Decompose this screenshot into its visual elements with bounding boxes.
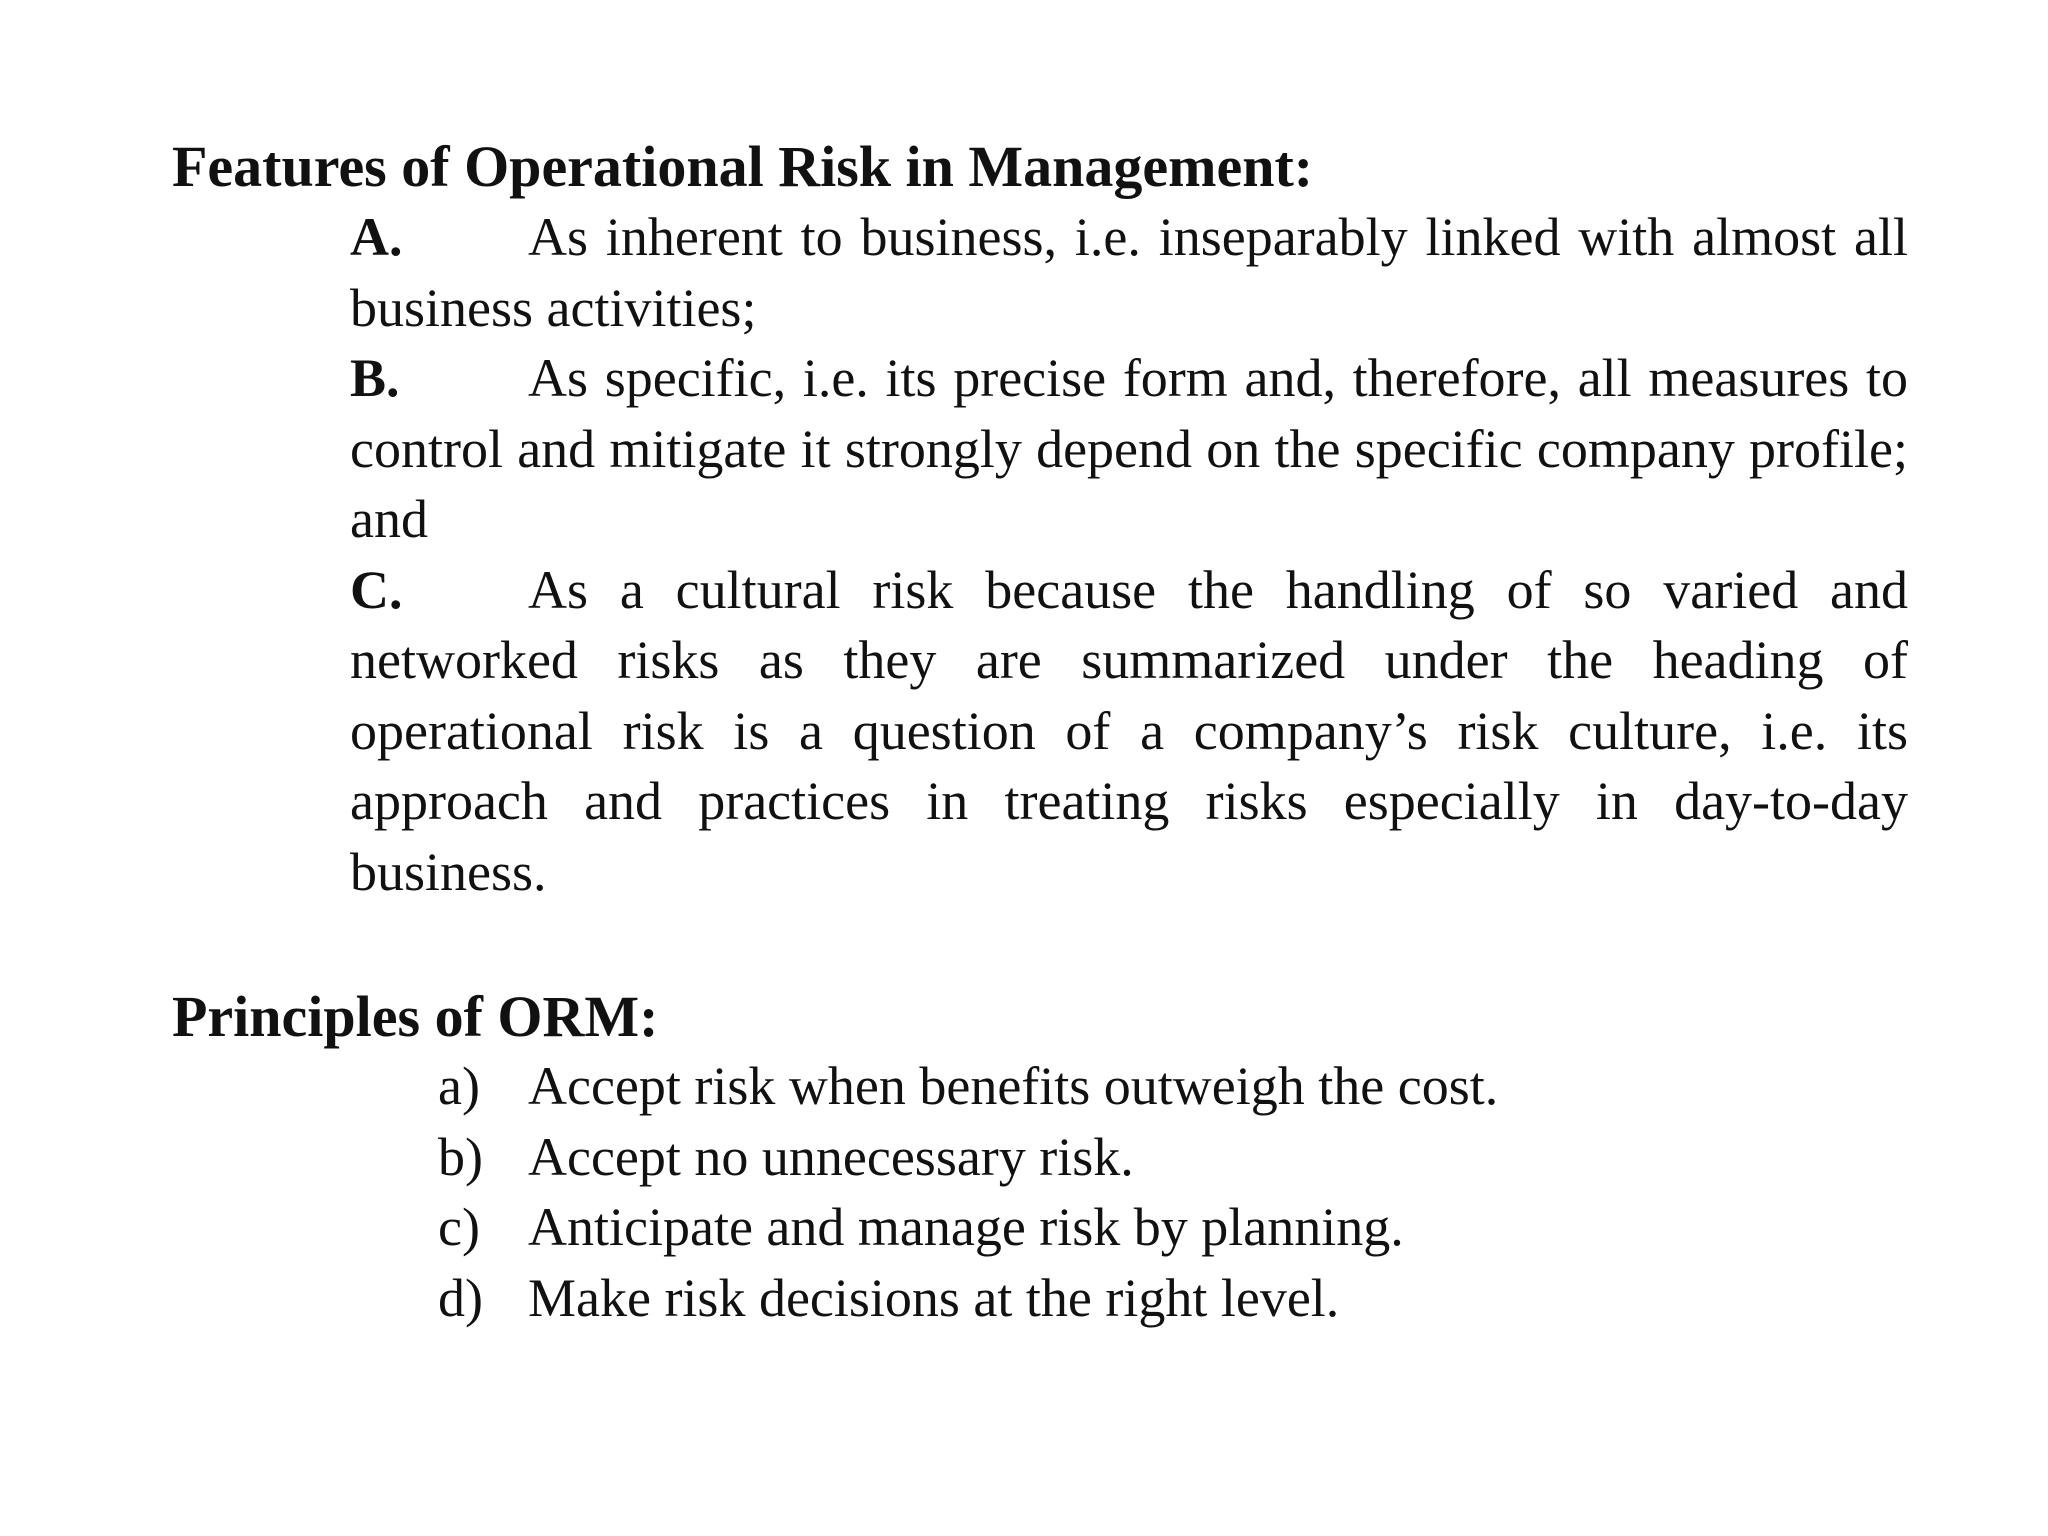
principle-marker: a) — [438, 1056, 480, 1116]
principle-item-b — [438, 1122, 1498, 1193]
principle-item-a — [438, 1051, 1498, 1122]
features-heading: Features of Operational Risk in Management: — [172, 134, 1314, 199]
feature-text: As specific, i.e. its precise form and, therefore, all measures to control and mitigate it strongly depend on the specific company profile; and — [350, 348, 1908, 549]
principle-text: Anticipate and manage risk by planning. — [528, 1197, 1404, 1257]
principles-list — [438, 1051, 1498, 1333]
principle-marker: d) — [438, 1267, 483, 1328]
feature-marker: C. — [350, 559, 403, 620]
features-list — [350, 202, 1908, 907]
feature-item-a — [350, 202, 1908, 343]
principle-marker: b) — [438, 1126, 483, 1187]
principle-marker: c) — [438, 1197, 480, 1257]
feature-item-b — [350, 343, 1908, 555]
principle-text: Accept no unnecessary risk. — [528, 1126, 1134, 1187]
feature-marker: A. — [350, 207, 403, 267]
feature-marker: B. — [350, 348, 400, 408]
feature-text: As inherent to business, i.e. inseparably linked with almost all business activities; — [350, 207, 1908, 338]
feature-item-c — [350, 555, 1908, 908]
principles-heading: Principles of ORM: — [172, 984, 659, 1049]
feature-text: As a cultural risk because the handling of so varied and networked risks as they are summarized under the heading of operational risk is a question of a company’s risk culture, i.e. its approach and practices in treating risks especially in day-to-day business. — [350, 559, 1908, 902]
principle-item-d — [438, 1263, 1498, 1334]
principle-text: Make risk decisions at the right level. — [528, 1267, 1340, 1328]
principle-item-c — [438, 1192, 1498, 1263]
principle-text: Accept risk when benefits outweigh the cost. — [528, 1056, 1499, 1116]
